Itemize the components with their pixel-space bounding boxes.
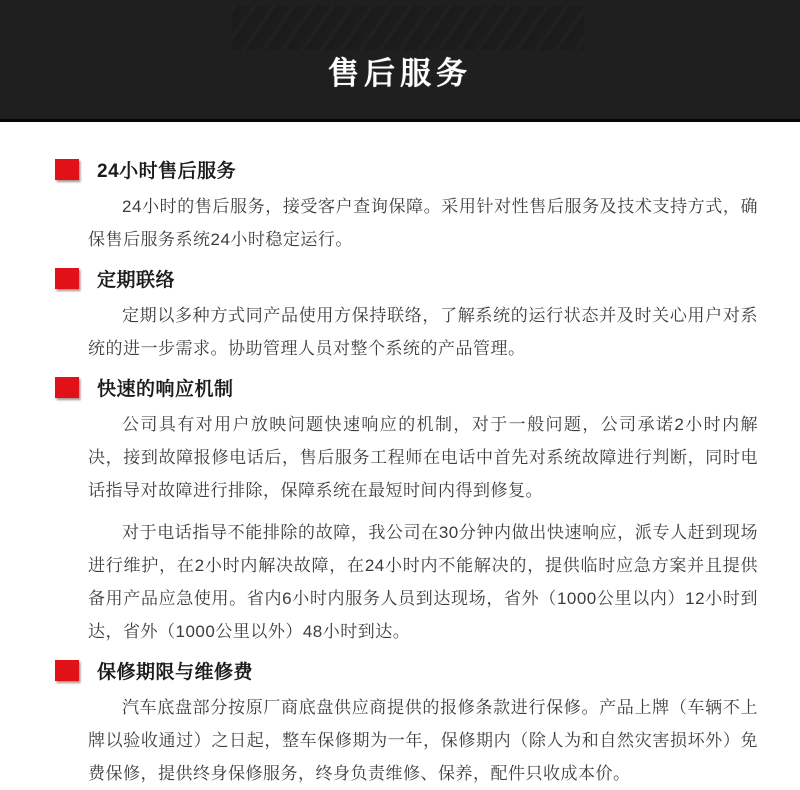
page-title: 售后服务	[328, 56, 472, 91]
red-square-bullet-icon	[55, 268, 79, 289]
section-paragraph: 对于电话指导不能排除的故障，我公司在30分钟内做出快速响应，派专人赶到现场进行维护，在2小时内解决故障，在24小时内不能解决的，提供临时应急方案并且提供备用产品应急使用。省内6小时内服务人员到达现场，省外（1000公里以内）12小时到达，省外（1000公里以外）48小时到达。	[88, 523, 758, 641]
section-header	[55, 657, 758, 684]
red-square-bullet-icon	[55, 660, 79, 681]
section-paragraph: 定期以多种方式同产品使用方保持联络，了解系统的运行状态并及时关心用户对系统的进一步需求。协助管理人员对整个系统的产品管理。	[88, 306, 758, 358]
section-header	[55, 374, 758, 401]
section-header	[55, 265, 758, 292]
section-title: 24小时售后服务	[97, 161, 237, 182]
section-paragraph: 24小时的售后服务，接受客户查询保障。采用针对性售后服务及技术支持方式，确保售后服务系统24小时稳定运行。	[88, 197, 758, 249]
section-paragraph: 公司具有对用户放映问题快速响应的机制，对于一般问题，公司承诺2小时内解决，接到故障报修电话后，售后服务工程师在电话中首先对系统故障进行判断，同时电话指导对故障进行排除，保障系统在最短时间内得到修复。	[88, 415, 758, 500]
section-title: 保修期限与维修费	[97, 662, 254, 683]
section-header	[55, 156, 758, 183]
section-warranty-terms	[55, 657, 758, 790]
red-square-bullet-icon	[55, 377, 79, 398]
page-header	[0, 0, 800, 122]
section-regular-contact	[55, 265, 758, 365]
section-paragraph: 汽车底盘部分按原厂商底盘供应商提供的报修条款进行保修。产品上牌（车辆不上牌以验收通过）之日起，整车保修期为一年，保修期内（除人为和自然灾害损坏外）免费保修，提供终身保修服务，终身负责维修、保养，配件只收成本价。	[88, 698, 758, 783]
service-content	[0, 122, 800, 790]
section-rapid-response	[55, 374, 758, 648]
section-title: 定期联络	[97, 270, 176, 291]
section-title: 快速的响应机制	[97, 379, 234, 400]
red-square-bullet-icon	[55, 159, 79, 180]
section-24h-service	[55, 156, 758, 256]
